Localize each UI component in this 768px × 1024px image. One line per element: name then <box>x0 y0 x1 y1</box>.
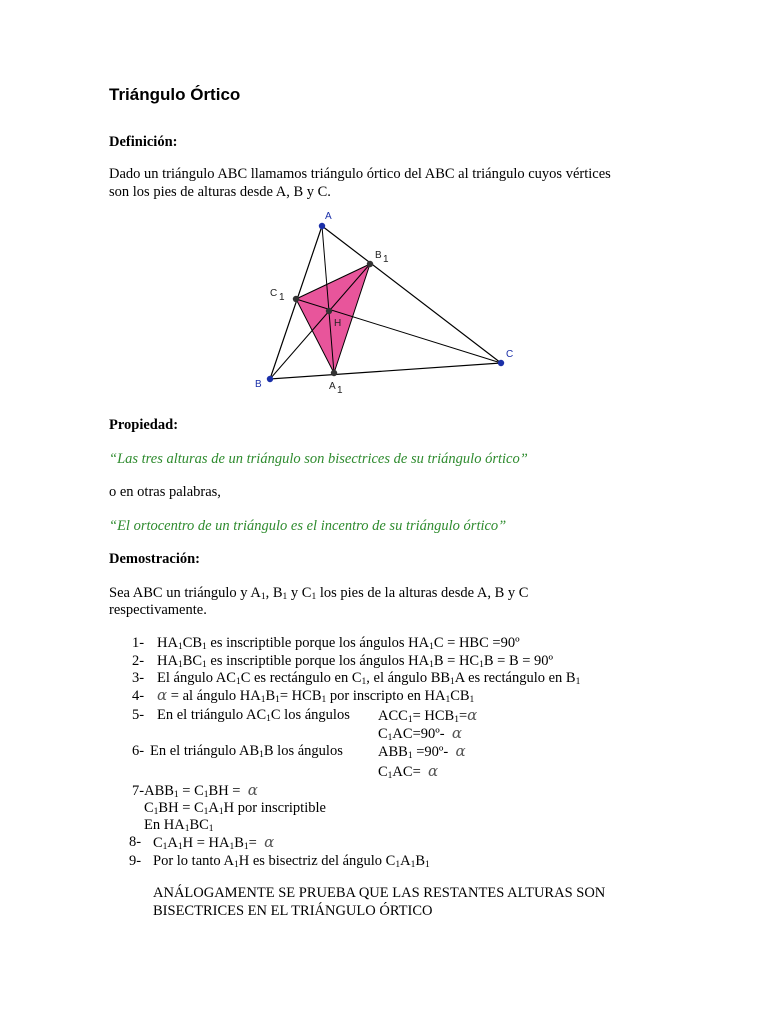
alpha-symbol: α <box>264 833 275 851</box>
step-1-number: 1- <box>132 635 145 651</box>
alpha-symbol: α <box>467 706 478 724</box>
label-c: C <box>506 349 514 360</box>
alpha-symbol: α <box>451 724 462 742</box>
step-5-text: En el triángulo $AC_1C$ los ángulos <box>157 707 350 724</box>
point-h <box>326 308 332 314</box>
label-b1-sub: 1 <box>383 254 389 265</box>
conclusion-line-2: BISECTRICES EN EL TRIÁNGULO ÓRTICO <box>153 903 433 919</box>
step-4-text: α = al ángulo $HA_1B_1= HCB_1$ por inscripto en $HA_1CB_1$ <box>157 686 475 705</box>
demostracion-intro-line-2: respectivamente. <box>109 602 207 618</box>
step-6-angles-line-1: $ABB_1$ =90º- α <box>378 742 466 761</box>
step-7-line-2: $C_1BH = C_1A_1H$ por inscriptible <box>144 800 326 817</box>
demostracion-intro-line-1: Sea ABC un triángulo y $A_1$, $B_1$ y $C_1$ los pies de la alturas desde A, B y C <box>109 585 529 602</box>
alpha-symbol: α <box>247 781 258 799</box>
step-8-number: 8- <box>129 834 142 850</box>
propiedad-quote-1: “Las tres alturas de un triángulo son bisectrices de su triángulo órtico” <box>109 451 528 467</box>
propiedad-connector: o en otras palabras, <box>109 484 221 500</box>
point-b <box>267 376 273 382</box>
step-5-angles-line-1: $ACC_1= HCB_1=\alpha$ <box>378 706 478 725</box>
point-a <box>319 223 325 229</box>
step-2-text: $HA_1BC_1$ es inscriptible porque los ángulos $HA_1B = HC_1B = B$ = 90º <box>157 653 554 670</box>
step-9-number: 9- <box>129 853 142 869</box>
definicion-heading: Definición: <box>109 134 178 150</box>
point-a1 <box>331 370 337 376</box>
point-b1 <box>367 261 373 267</box>
propiedad-quote-2: “El ortocentro de un triángulo es el incentro de su triángulo órtico” <box>109 518 507 534</box>
definicion-line-2: son los pies de alturas desde A, B y C. <box>109 184 331 200</box>
label-c1: C <box>270 288 278 299</box>
conclusion-line-1: ANÁLOGAMENTE SE PRUEBA QUE LAS RESTANTES ALTURAS SON <box>153 885 606 901</box>
step-3-number: 3- <box>132 670 145 686</box>
page-title: Triángulo Órtico <box>109 85 241 104</box>
step-6-text: En el triángulo $AB_1B$ los ángulos <box>150 743 343 760</box>
alpha-symbol: α <box>428 762 439 780</box>
point-c1 <box>293 296 299 302</box>
step-5-angles-line-2: $C_1AC=90º-$ α <box>378 724 462 743</box>
label-c1-sub: 1 <box>279 292 285 303</box>
label-b: B <box>255 379 262 390</box>
orthic-triangle-figure <box>0 0 768 420</box>
label-a: A <box>325 211 332 222</box>
label-a1-sub: 1 <box>337 385 343 396</box>
point-c <box>498 360 504 366</box>
step-1-text: $HA_1CB_1$ es inscriptible porque los ángulos $HA_1C$ = HBC =90º <box>157 635 520 652</box>
label-a1: A <box>329 381 336 392</box>
alpha-symbol: α <box>157 686 168 704</box>
demostracion-heading: Demostración: <box>109 551 201 567</box>
label-h: H <box>334 318 342 329</box>
step-6-number: 6- <box>132 743 145 759</box>
altitude-b <box>270 264 370 379</box>
step-5-number: 5- <box>132 707 145 723</box>
step-7-line-3: En $HA_1BC_1$ <box>144 817 214 834</box>
alpha-symbol: α <box>455 742 466 760</box>
step-6-angles-line-2: $C_1AC= \alpha$ <box>378 762 439 781</box>
step-2-number: 2- <box>132 653 145 669</box>
label-b1: B <box>375 250 382 261</box>
step-3-text: El ángulo $AC_1C$ es rectángulo en $C_1$, el ángulo $BB_1A$ es rectángulo en $B_1$ <box>157 670 581 687</box>
step-7-text: $7-ABB_1 = C_1BH = \alpha$ <box>132 781 258 800</box>
propiedad-heading: Propiedad: <box>109 417 179 433</box>
step-9-text: Por lo tanto $A_1H$ es bisectriz del ángulo $C_1A_1B_1$ <box>153 853 430 870</box>
step-8-text: $C_1A_1H = HA_1B_1= \alpha$ <box>153 833 275 852</box>
definicion-line-1: Dado un triángulo ABC llamamos triángulo órtico del ABC al triángulo cuyos vértices <box>109 166 611 182</box>
step-4-number: 4- <box>132 688 145 704</box>
